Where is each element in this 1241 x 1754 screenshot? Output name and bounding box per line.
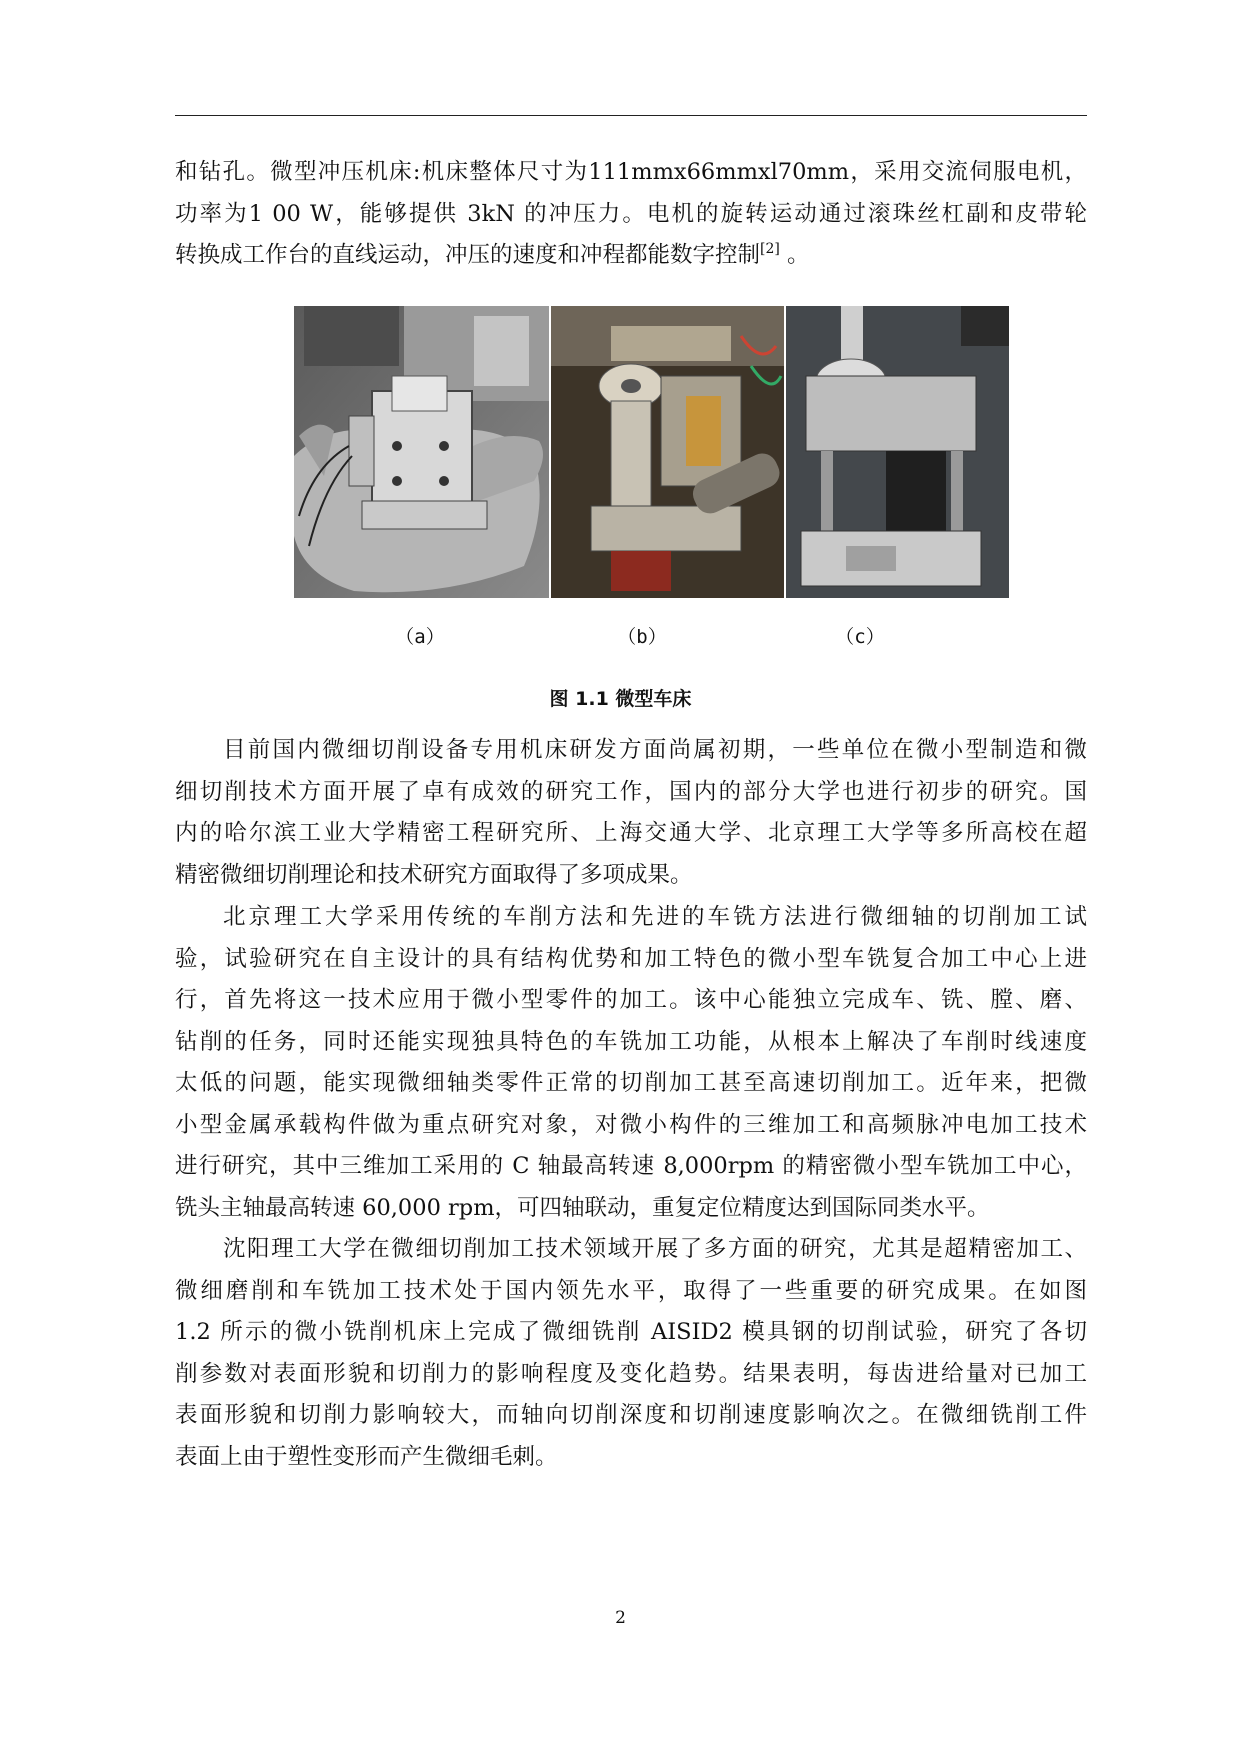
- text-line: 北京理工大学采用传统的车削方法和先进的车铣方法进行微细轴的切削加工试: [223, 904, 1087, 930]
- text-line: 内的哈尔滨工业大学精密工程研究所、上海交通大学、北京理工大学等多所高校在超: [175, 820, 1087, 846]
- figure-label-a: （a）: [395, 626, 445, 648]
- text-line: 微细磨削和车铣加工技术处于国内领先水平，取得了一些重要的研究成果。在如图: [175, 1277, 1087, 1304]
- text-line: 小型金属承载构件做为重点研究对象，对微小构件的三维加工和高频脉冲电加工技术: [175, 1111, 1087, 1138]
- text-line: 1.2 所示的微小铣削机床上完成了微细铣削 AISID2 模具钢的切削试验，研究了各切: [175, 1319, 1087, 1345]
- body-paragraph-2: [175, 897, 1087, 1229]
- text-line: 沈阳理工大学在微细切削加工技术领域开展了多方面的研究，尤其是超精密加工、: [223, 1236, 1087, 1262]
- figure-image-c: [786, 306, 1009, 598]
- citation-ref: [2]: [760, 241, 780, 257]
- text-line: 和钻孔。微型冲压机床:机床整体尺寸为111mmx66mmxl70mm，采用交流伺服电机，: [175, 159, 1087, 185]
- text-line: 验，试验研究在自主设计的具有结构优势和加工特色的微小型车铣复合加工中心上进: [175, 945, 1087, 972]
- text-line: 目前国内微细切削设备专用机床研发方面尚属初期，一些单位在微小型制造和微: [223, 737, 1087, 763]
- intro-paragraph: [175, 152, 1087, 277]
- text-fragment: 转换成工作台的直线运动，冲压的速度和冲程都能数字控制: [175, 242, 761, 268]
- figure-label-b: （b）: [617, 626, 667, 648]
- text-line: 太低的问题，能实现微细轴类零件正常的切削加工甚至高速切削加工。近年来，把微: [175, 1070, 1087, 1096]
- text-line: 铣头主轴最高转速 60,000 rpm，可四轴联动，重复定位精度达到国际同类水平。: [175, 1194, 990, 1221]
- figure-caption: 图 1.1 微型车床: [549, 688, 692, 710]
- body-paragraph-3: [175, 1229, 1087, 1478]
- body-paragraph-1: [175, 730, 1087, 896]
- text-line: 精密微细切削理论和技术研究方面取得了多项成果。: [175, 861, 693, 888]
- text-line: [175, 235, 1087, 277]
- text-line: 细切削技术方面开展了卓有成效的研究工作，国内的部分大学也进行初步的研究。国: [175, 778, 1087, 805]
- text-line: 行，首先将这一技术应用于微小型零件的加工。该中心能独立完成车、铣、膛、磨、: [175, 987, 1087, 1013]
- text-line: 削参数对表面形貌和切削力的影响程度及变化趋势。结果表明，每齿进给量对已加工: [175, 1360, 1087, 1387]
- text-line: 进行研究，其中三维加工采用的 C 轴最高转速 8,000rpm 的精密微小型车铣加工中心，: [175, 1153, 1087, 1179]
- text-line: 表面上由于塑性变形而产生微细毛刺。: [175, 1443, 558, 1470]
- page-number: 2: [615, 1608, 626, 1628]
- header-rule: [175, 115, 1087, 116]
- figure-label-c: （c）: [835, 626, 885, 648]
- text-fragment: 。: [779, 242, 810, 268]
- figure-image-a: [294, 306, 549, 598]
- text-line: 功率为1 00 W，能够提供 3kN 的冲压力。电机的旋转运动通过滚珠丝杠副和皮带轮: [175, 200, 1087, 227]
- text-line: 钻削的任务，同时还能实现独具特色的车铣加工功能，从根本上解决了车削时线速度: [175, 1028, 1087, 1055]
- figure-image-b: [551, 306, 784, 598]
- text-line: 表面形貌和切削力影响较大，而轴向切削深度和切削速度影响次之。在微细铣削工件: [175, 1402, 1087, 1428]
